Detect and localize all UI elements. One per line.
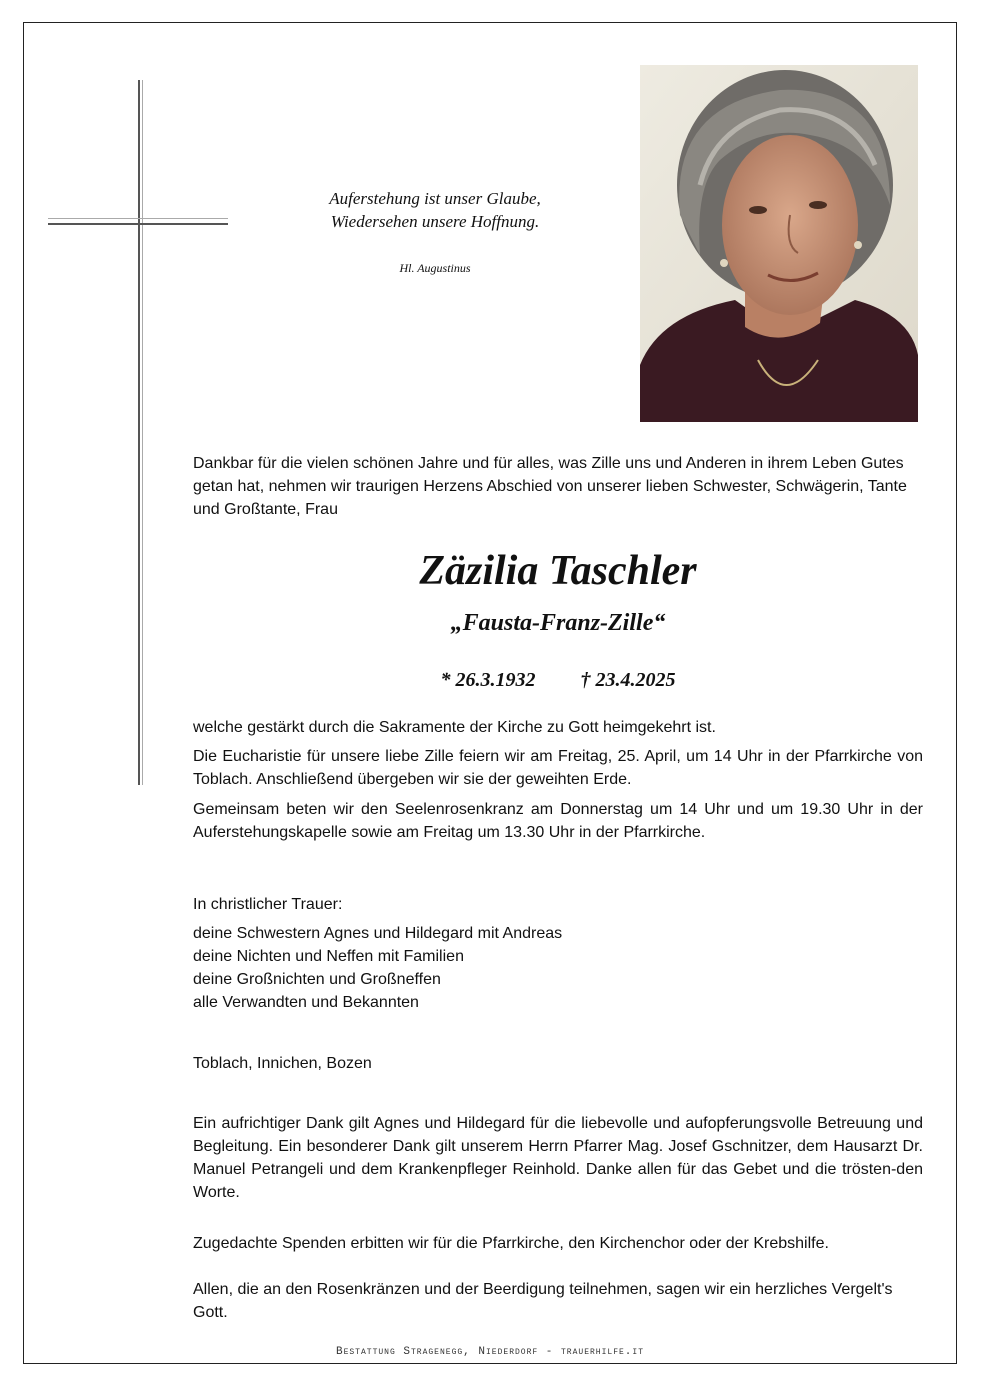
quote-author: Hl. Augustinus <box>399 261 471 275</box>
mourner-line: deine Großnichten und Großneffen <box>193 971 441 988</box>
deceased-name: Zäzilia Taschler <box>419 548 697 594</box>
mourners-list <box>193 922 562 1014</box>
deceased-nickname: „Fausta-Franz-Zille“ <box>450 610 666 636</box>
life-dates <box>193 666 923 694</box>
donations-text: Zugedachte Spenden erbitten wir für die Pfarrkirche, den Kirchenchor oder der Krebshilfe. <box>193 1235 829 1252</box>
rosary-text: Gemeinsam beten wir den Seelenrosenkranz am Donnerstag um 14 Uhr und um 19.30 Uhr in der Auferstehungskapelle sowie am Freitag um 13.30 Uhr in der Pfarrkirche. <box>193 801 923 841</box>
death-date: † 23.4.2025 <box>580 669 676 691</box>
quote <box>270 187 600 233</box>
closing-text: Allen, die an den Rosenkränzen und der Beerdigung teilnehmen, sagen wir ein herzliches Vergelt's Gott. <box>193 1281 893 1321</box>
mourner-line: deine Schwestern Agnes und Hildegard mit Andreas <box>193 925 563 942</box>
birth-date: * 26.3.1932 <box>440 669 536 691</box>
mourning-title: In christlicher Trauer: <box>193 896 343 913</box>
mass-text: Die Eucharistie für unsere liebe Zille feiern wir am Freitag, 25. April, um 14 Uhr in der Pfarrkirche von Toblach. Anschließend übergeben wir sie der geweihten Erde. <box>193 748 923 788</box>
quote-line-1: Auferstehung ist unser Glaube, <box>329 189 541 208</box>
thanks-text: Ein aufrichtiger Dank gilt Agnes und Hildegard für die liebevolle und aufopferungsvolle Betreuung und Begleitung. Ein besonderer Dank gilt unserem Herrn Pfarrer Mag. Josef Gschnitzer, dem Hausarzt Dr. Manuel Petrangeli und dem Krankenpfleger Reinhold. Danke allen für das Gebet und die trösten-den Worte. <box>193 1115 923 1201</box>
portrait-photo <box>640 65 918 422</box>
places: Toblach, Innichen, Bozen <box>193 1055 372 1072</box>
sacrament-text: welche gestärkt durch die Sakramente der Kirche zu Gott heimgekehrt ist. <box>193 719 716 736</box>
footer-credit: Bestattung Stragenegg, Niederdorf - trauerhilfe.it <box>335 1346 645 1358</box>
mourner-line: deine Nichten und Neffen mit Familien <box>193 948 464 965</box>
intro-text: Dankbar für die vielen schönen Jahre und für alles, was Zille uns und Anderen in ihrem Leben Gutes getan hat, nehmen wir traurigen Herzens Abschied von unserer lieben Schwester, Schwägerin, Tante und Großtante, Frau <box>193 455 907 518</box>
mourner-line: alle Verwandten und Bekannten <box>193 994 419 1011</box>
quote-line-2: Wiedersehen unsere Hoffnung. <box>330 212 540 231</box>
